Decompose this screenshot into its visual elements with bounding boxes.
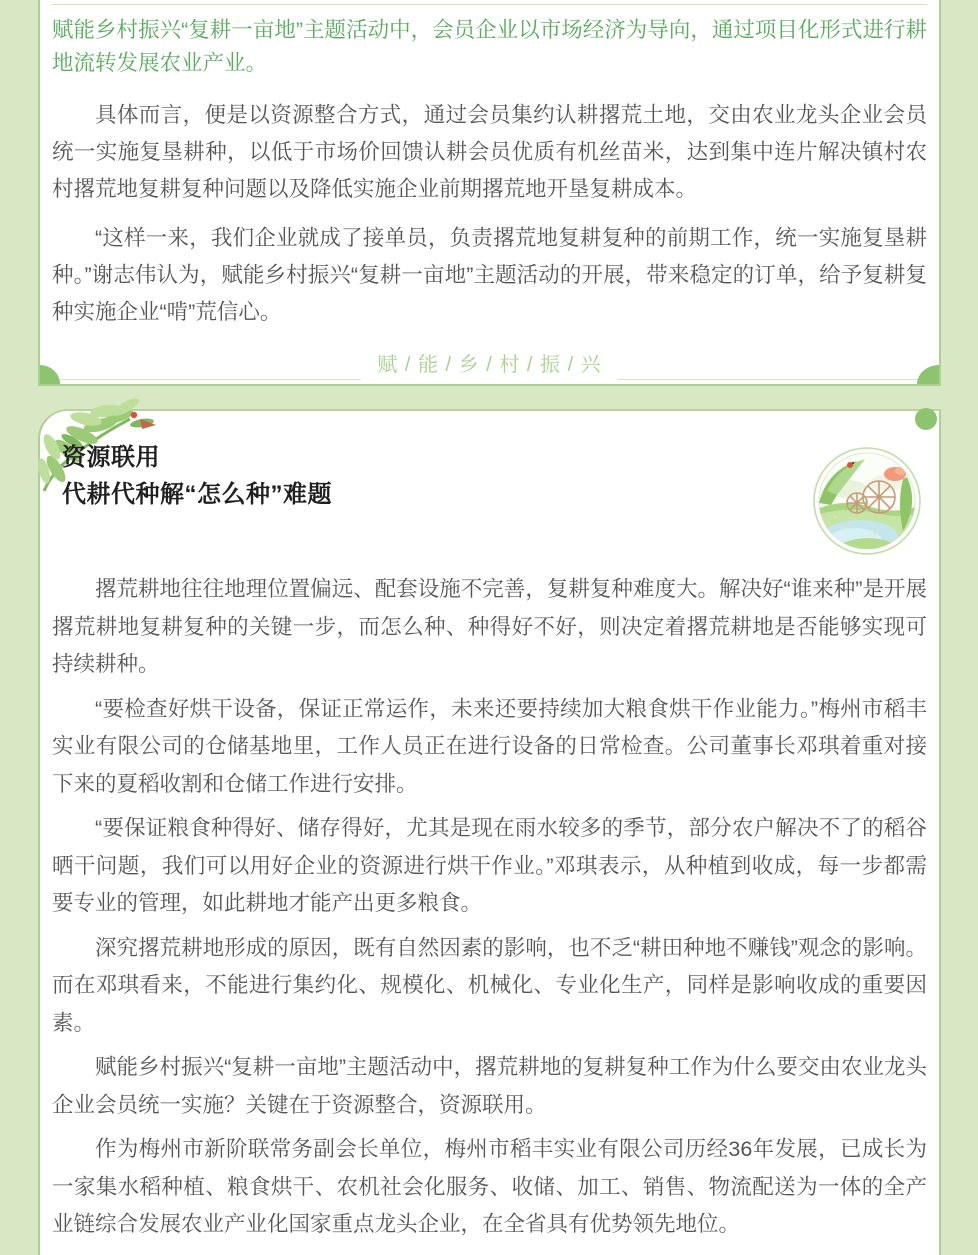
card1-content: [40, 4, 939, 383]
section-card-rural-revitalization: [38, 0, 941, 386]
section-title-line2: 代耕代种解“怎么种”难题: [62, 481, 332, 508]
paragraph: 具体而言，便是以资源整合方式，通过会员集约认耕撂荒土地，交由农业龙头企业会员统一实施复垦耕种，以低于市场价回馈认耕会员优质有机丝苗米，达到集中连片解决镇村农村撂荒地复耕复种问题以及降低实施企业前期撂荒地开垦复耕成本。: [52, 103, 927, 201]
section-card-resource-sharing: [38, 409, 941, 1255]
pastoral-illustration-icon: [813, 447, 921, 555]
paragraph: 作为梅州市新阶联常务副会长单位，梅州市稻丰实业有限公司历经36年发展，已成长为一家集水稻种植、粮食烘干、农机社会化服务、收储、加工、销售、物流配送为一体的全产业链综合发展农业产业化国家重点龙头企业，在全省具有优势领先地位。: [52, 1137, 927, 1236]
paragraph: “要保证粮食种得好、储存得好，尤其是现在雨水较多的季节，部分农户解决不了的稻谷晒干问题，我们可以用好企业的资源进行烘干作业。”邓琪表示，从种植到收成，每一步都需要专业的管理，如此耕地才能产出更多粮食。: [52, 816, 927, 915]
divider-slogan-text: 赋 / 能 / 乡 / 村 / 振 / 兴: [377, 354, 602, 376]
top-divider-line: [52, 4, 927, 5]
paragraph: 撂荒耕地往往地理位置偏远、配套设施不完善，复耕复种难度大。解决好“谁来种”是开展撂荒耕地复耕复种的关键一步，而怎么种、种得好不好，则决定着撂荒耕地是否能够实现可持续耕种。: [52, 577, 927, 676]
paragraph: “要检查好烘干设备，保证正常运作，未来还要持续加大粮食烘干作业能力。”梅州市稻丰实业有限公司的仓储基地里，工作人员正在进行设备的日常检查。公司董事长邓琪着重对接下来的夏稻收割和仓储工作进行安排。: [52, 696, 927, 796]
lead-paragraph-green: 赋能乡村振兴“复耕一亩地”主题活动中，会员企业以市场经济为导向，通过项目化形式进行耕地流转发展农业产业。: [52, 18, 927, 75]
card2-content: [40, 543, 939, 1244]
paragraph: 赋能乡村振兴“复耕一亩地”主题活动中，撂荒耕地的复耕复种工作为什么要交由农业龙头企业会员统一实施？关键在于资源整合，资源联用。: [52, 1055, 927, 1117]
card2-header: [40, 411, 939, 543]
paragraph: “这样一来，我们企业就成了接单员，负责撂荒地复耕复种的前期工作，统一实施复垦耕种。”谢志伟认为，赋能乡村振兴“复耕一亩地”主题活动的开展，带来稳定的订单，给予复耕复种实施企业“啃”荒信心。: [52, 226, 927, 324]
section-title-line1: 资源联用: [62, 444, 160, 471]
paragraph: 深究撂荒耕地形成的原因，既有自然因素的影响，也不乏“耕田种地不赚钱”观念的影响。而在邓琪看来，不能进行集约化、规模化、机械化、专业化生产，同样是影响收成的重要因素。: [52, 935, 927, 1035]
